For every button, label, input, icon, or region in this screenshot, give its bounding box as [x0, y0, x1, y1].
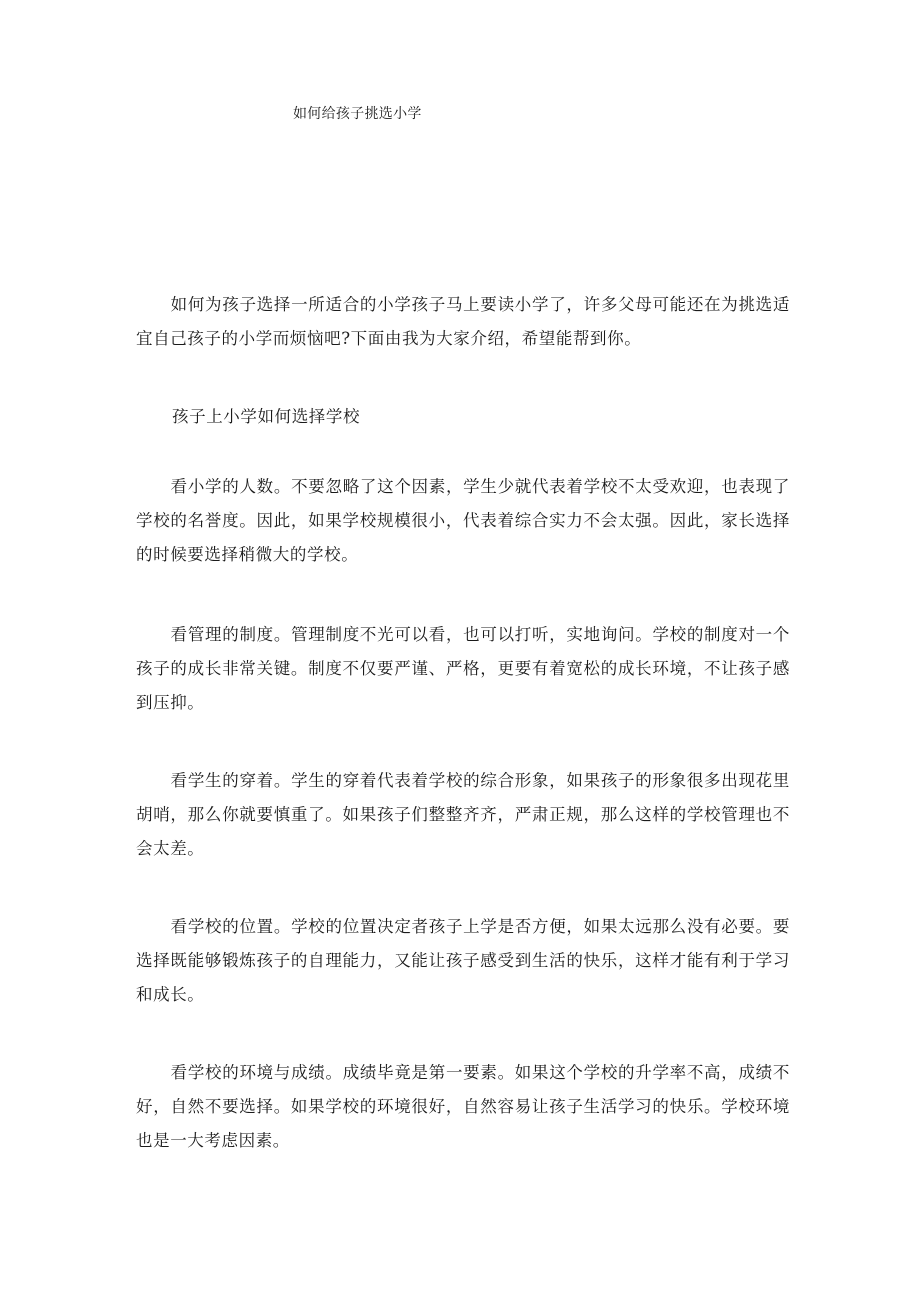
document-title: 如何给孩子挑选小学 — [293, 106, 422, 122]
paragraph-management: 看管理的制度。管理制度不光可以看，也可以打听，实地询问。学校的制度对一个孩子的成长非常关键。制度不仅要严谨、严格，更要有着宽松的成长环境，不让孩子感到压抑。 — [136, 625, 790, 712]
section-heading: 孩子上小学如何选择学校 — [172, 407, 361, 426]
paragraph-environment: 看学校的环境与成绩。成绩毕竟是第一要素。如果这个学校的升学率不高，成绩不好，自然不要选择。如果学校的环境很好，自然容易让孩子生活学习的快乐。学校环境也是一大考虑因素。 — [136, 1063, 790, 1150]
paragraph-attire: 看学生的穿着。学生的穿着代表着学校的综合形象，如果孩子的形象很多出现花里胡哨，那么你就要慎重了。如果孩子们整整齐齐，严肃正规，那么这样的学校管理也不会太差。 — [136, 771, 790, 858]
paragraph-location: 看学校的位置。学校的位置决定者孩子上学是否方便，如果太远那么没有必要。要选择既能够锻炼孩子的自理能力，又能让孩子感受到生活的快乐，这样才能有利于学习和成长。 — [136, 917, 790, 1004]
paragraph-student-count: 看小学的人数。不要忽略了这个因素，学生少就代表着学校不太受欢迎，也表现了学校的名誉度。因此，如果学校规模很小，代表着综合实力不会太强。因此，家长选择的时候要选择稍微大的学校。 — [136, 477, 790, 564]
intro-paragraph: 如何为孩子选择一所适合的小学孩子马上要读小学了，许多父母可能还在为挑选适宜自己孩子的小学而烦恼吧?下面由我为大家介绍，希望能帮到你。 — [136, 295, 790, 348]
